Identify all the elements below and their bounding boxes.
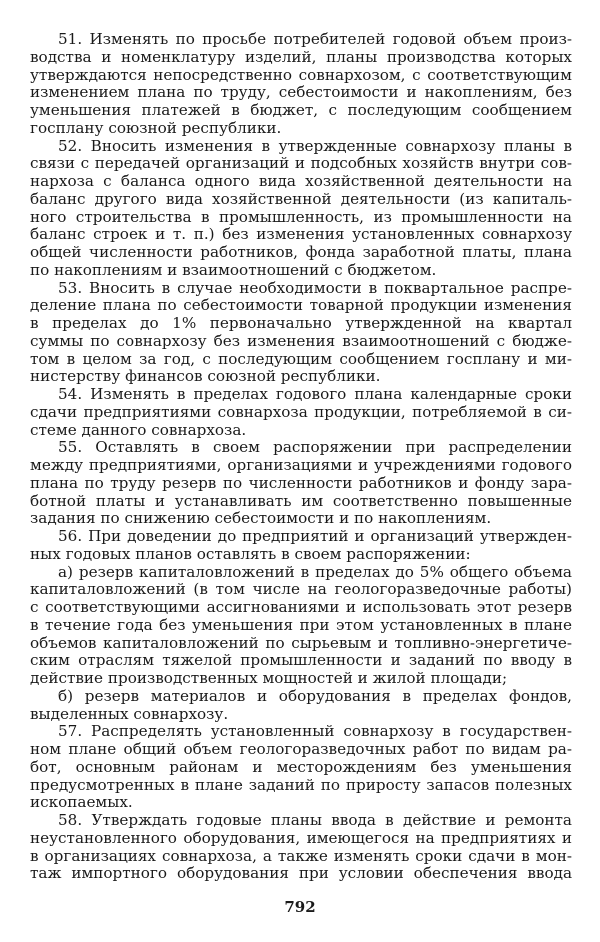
- text-line: госплану союзной республики.: [30, 118, 282, 137]
- text-line: а) резерв капиталовложений в пределах до 5% общего объема: [58, 562, 572, 581]
- text-line: 51. Изменять по просьбе потребителей годовой объем произ-: [58, 30, 572, 48]
- text-line: утверждаются непосредственно совнархозом, с соответствующим: [30, 65, 572, 84]
- text-line: ного строительства в промышленность, из промышленности на: [30, 207, 572, 226]
- text-line: в организациях совнархоза, а также изменять сроки сдачи в мон-: [30, 846, 572, 865]
- text-line: по накоплениям и взаимоотношений с бюджетом.: [30, 260, 437, 279]
- text-line: задания по снижению себестоимости и по накоплениям.: [30, 509, 492, 528]
- text-line: уменьшения платежей в бюджет, с последующим сообщением: [30, 101, 572, 119]
- text-line: 52. Вносить изменения в утвержденные совнархозу планы в: [58, 136, 572, 155]
- text-line: связи с передачей организаций и подсобных хозяйств внутри сов-: [30, 154, 572, 173]
- text-line: ботной платы и устанавливать им соответственно повышенные: [30, 491, 572, 510]
- text-line: стеме данного совнархоза.: [30, 420, 247, 439]
- text-line: действие производственных мощностей и жилой площади;: [30, 669, 508, 687]
- text-line: деление плана по себестоимости товарной продукции изменения: [30, 296, 572, 315]
- text-line: с соответствующими ассигнованиями и использовать этот резерв: [30, 598, 572, 616]
- text-line: том в целом за год, с последующим сообщением госплану и ми-: [30, 349, 572, 368]
- text-line: ским отраслям тяжелой промышленности и заданий по вводу в: [30, 651, 572, 670]
- text-line: суммы по совнархозу без изменения взаимоотношений с бюдже-: [30, 331, 572, 350]
- text-line: сдачи предприятиями совнархоза продукции, потребляемой в си-: [30, 402, 572, 421]
- page-number: 792: [284, 898, 316, 916]
- text-line: предусмотренных в плане заданий по приросту запасов полезных: [30, 775, 572, 794]
- text-line: ном плане общий объем геологоразведочных работ по видам ра-: [30, 740, 572, 758]
- text-line: общей численности работников, фонда заработной платы, плана: [30, 243, 572, 261]
- text-line: 55. Оставлять в своем распоряжении при распределении: [58, 438, 572, 457]
- text-line: плана по труду резерв по численности работников и фонду зара-: [30, 473, 572, 492]
- text-line: нистерству финансов союзной республики.: [30, 367, 381, 386]
- text-line: нархоза с баланса одного вида хозяйственной деятельности на: [30, 172, 572, 190]
- text-line: в пределах до 1% первоначально утвержденной на квартал: [30, 314, 572, 332]
- text-line: неустановленного оборудования, имеющегося на предприятиях и: [30, 828, 572, 847]
- text-line: ных годовых планов оставлять в своем распоряжении:: [30, 544, 471, 563]
- text-line: 58. Утверждать годовые планы ввода в действие и ремонта: [58, 811, 572, 829]
- text-line: б) резерв материалов и оборудования в пределах фондов,: [58, 686, 572, 705]
- text-line: в течение года без уменьшения при этом установленных в плане: [30, 615, 572, 634]
- text-line: ископаемых.: [30, 793, 133, 812]
- text-line: водства и номенклатуру изделий, планы производства которых: [30, 47, 572, 66]
- text-line: 54. Изменять в пределах годового плана календарные сроки: [58, 385, 572, 403]
- text-line: между предприятиями, организациями и учреждениями годового: [30, 456, 572, 474]
- text-line: выделенных совнархозу.: [30, 704, 229, 723]
- text-line: баланс другого вида хозяйственной деятельности (из капиталь-: [30, 189, 572, 208]
- text-line: бот, основным районам и месторождениям без уменьшения: [30, 757, 572, 776]
- text-line: 56. При доведении до предприятий и организаций утвержден-: [58, 527, 572, 545]
- text-line: таж импортного оборудования при условии обеспечения ввода: [30, 864, 572, 883]
- text-line: изменением плана по труду, себестоимости и накоплениям, без: [30, 83, 572, 102]
- text-line: объемов капиталовложений по сырьевым и топливно-энергетиче-: [30, 633, 572, 652]
- text-line: 53. Вносить в случае необходимости в поквартальное распре-: [58, 278, 572, 297]
- text-line: капиталовложений (в том числе на геологоразведочные работы): [30, 580, 572, 599]
- text-line: 57. Распределять установленный совнархозу в государствен-: [58, 722, 572, 741]
- text-line: баланс строек и т. п.) без изменения установленных совнархозу: [30, 225, 572, 244]
